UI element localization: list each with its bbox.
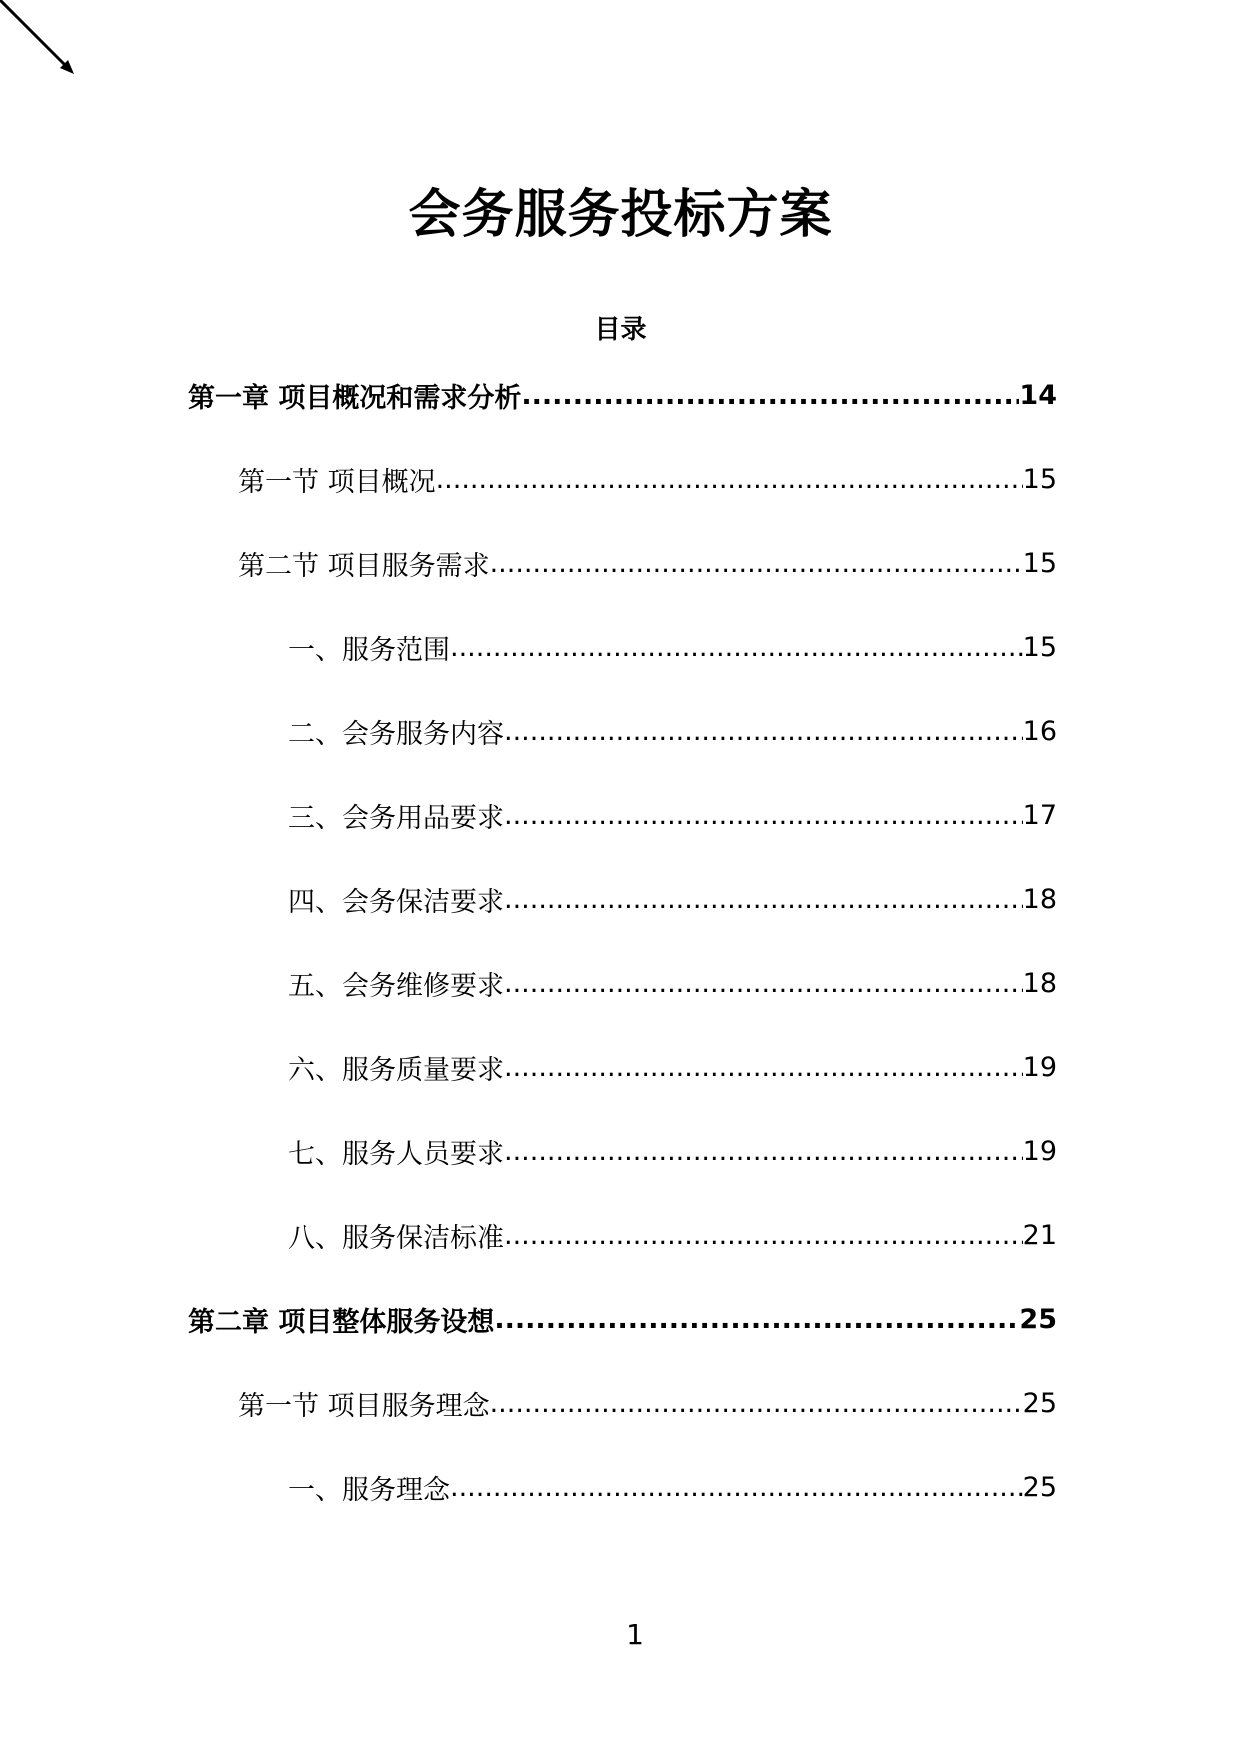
toc-entry-chapter[interactable] (188, 353, 1057, 437)
toc-entry-page: 19 (1022, 1051, 1057, 1083)
toc-entry-chapter[interactable] (188, 1277, 1057, 1361)
toc-entry-subsection[interactable] (188, 941, 1057, 1025)
dot-leader (521, 380, 1019, 411)
toc-entry-page: 25 (1019, 1303, 1057, 1335)
dot-leader (436, 464, 1023, 495)
toc-entry-subsection[interactable] (188, 1193, 1057, 1277)
dot-leader (450, 1472, 1023, 1503)
toc-entry-subsection[interactable] (188, 689, 1057, 773)
dot-leader (504, 1220, 1023, 1251)
toc-heading: 目录 (594, 315, 647, 345)
toc-entry-page: 19 (1022, 1135, 1057, 1167)
dot-leader (490, 548, 1023, 579)
toc-entry-section[interactable] (188, 1361, 1057, 1445)
toc-entry-label: 一、服务范围 (288, 634, 450, 666)
toc-entry-label: 三、会务用品要求 (288, 802, 504, 834)
toc-entry-subsection[interactable] (188, 1109, 1057, 1193)
toc-entry-page: 17 (1022, 799, 1057, 831)
toc-entry-subsection[interactable] (188, 1025, 1057, 1109)
dot-leader (450, 632, 1023, 663)
dot-leader (490, 1388, 1023, 1419)
toc-entry-label: 一、服务理念 (288, 1474, 450, 1506)
toc-entry-subsection[interactable] (188, 1445, 1057, 1529)
dot-leader (504, 800, 1023, 831)
toc-entry-label: 二、会务服务内容 (288, 718, 504, 750)
toc-entry-page: 15 (1022, 631, 1057, 663)
toc-entry-subsection[interactable] (188, 773, 1057, 857)
toc-entry-label: 七、服务人员要求 (288, 1138, 504, 1170)
toc-entry-page: 15 (1022, 463, 1057, 495)
toc-entry-label: 第二章 项目整体服务设想 (188, 1306, 495, 1338)
toc-entry-subsection[interactable] (188, 605, 1057, 689)
dot-leader (504, 716, 1023, 747)
table-of-contents (188, 353, 1057, 1529)
toc-entry-label: 五、会务维修要求 (288, 970, 504, 1002)
dot-leader (504, 1052, 1023, 1083)
toc-entry-label: 第二节 项目服务需求 (238, 550, 490, 582)
toc-entry-label: 第一章 项目概况和需求分析 (188, 382, 522, 414)
page-number: 1 (626, 1618, 644, 1651)
dot-leader (504, 1136, 1023, 1167)
toc-entry-page: 14 (1019, 379, 1057, 411)
toc-entry-page: 18 (1022, 967, 1057, 999)
dot-leader (504, 968, 1023, 999)
document-title: 会务服务投标方案 (408, 185, 833, 245)
arrow-icon (0, 0, 80, 80)
dot-leader (494, 1304, 1019, 1335)
toc-entry-label: 第一节 项目服务理念 (238, 1390, 490, 1422)
toc-entry-page: 18 (1022, 883, 1057, 915)
toc-entry-section[interactable] (188, 437, 1057, 521)
toc-entry-label: 第一节 项目概况 (238, 466, 436, 498)
toc-entry-section[interactable] (188, 521, 1057, 605)
toc-entry-subsection[interactable] (188, 857, 1057, 941)
toc-entry-page: 21 (1022, 1219, 1057, 1251)
toc-entry-label: 四、会务保洁要求 (288, 886, 504, 918)
toc-entry-page: 16 (1022, 715, 1057, 747)
toc-entry-page: 25 (1022, 1471, 1057, 1503)
toc-entry-label: 六、服务质量要求 (288, 1054, 504, 1086)
dot-leader (504, 884, 1023, 915)
toc-entry-label: 八、服务保洁标准 (288, 1222, 504, 1254)
toc-entry-page: 15 (1022, 547, 1057, 579)
toc-entry-page: 25 (1022, 1387, 1057, 1419)
